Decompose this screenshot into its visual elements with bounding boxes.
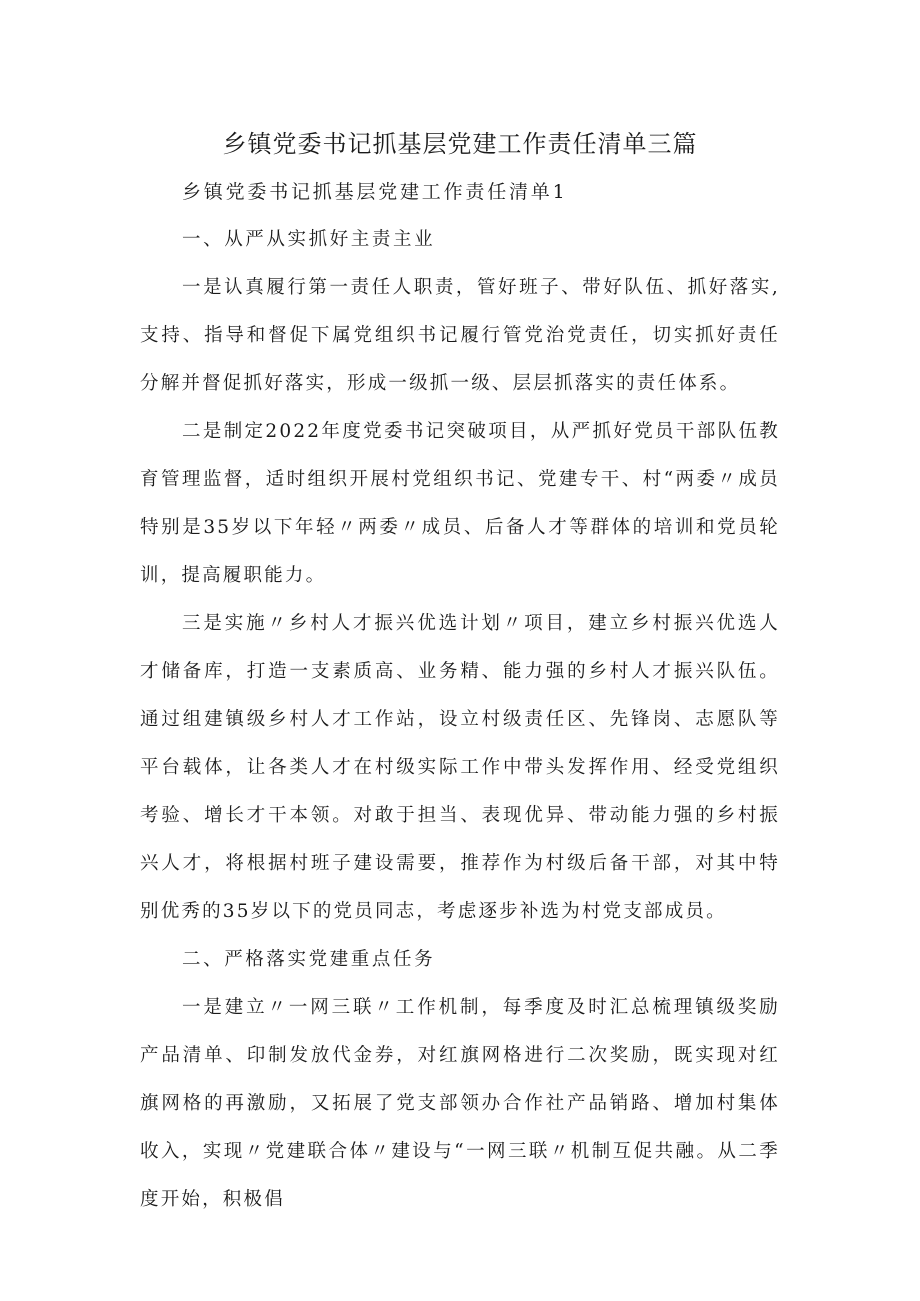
document-subtitle: 乡镇党委书记抓基层党建工作责任清单1 xyxy=(182,181,568,203)
document-body xyxy=(140,168,780,1224)
paragraph: 二是制定2022年度党委书记突破项目，从严抓好党员干部队伍教育管理监督，适时组织开展村党组织书记、党建专干、村“两委〃成员特别是35岁以下年轻〃两委〃成员、后备人才等群体的培训和党员轮训，提高履职能力。 xyxy=(140,421,780,586)
document-title: 乡镇党委书记抓基层党建工作责任清单三篇 xyxy=(222,130,698,158)
section-heading: 二、严格落实党建重点任务 xyxy=(182,949,436,970)
section-heading: 一、从严从实抓好主责主业 xyxy=(182,229,436,250)
paragraph: 一是认真履行第一责任人职责，管好班子、带好队伍、抓好落实,支持、指导和督促下属党组织书记履行管党治党责任，切实抓好责任分解并督促抓好落实，形成一级抓一级、层层抓落实的责任体系。 xyxy=(140,277,780,394)
paragraph: 三是实施〃乡村人才振兴优选计划〃项目，建立乡村振兴优选人才储备库，打造一支素质高、业务精、能力强的乡村人才振兴队伍。通过组建镇级乡村人才工作站，设立村级责任区、先锋岗、志愿队等平台载体，让各类人才在村级实际工作中带头发挥作用、经受党组织考验、增长才干本领。对敢于担当、表现优异、带动能力强的乡村振兴人才，将根据村班子建设需要，推荐作为村级后备干部，对其中特别优秀的35岁以下的党员同志，考虑逐步补选为村党支部成员。 xyxy=(140,613,780,922)
paragraph: 一是建立〃一网三联〃工作机制，每季度及时汇总梳理镇级奖励产品清单、印制发放代金券，对红旗网格进行二次奖励，既实现对红旗网格的再激励，又拓展了党支部领办合作社产品销路、增加村集体收入，实现〃党建联合体〃建设与“一网三联〃机制互促共融。从二季度开始，积极倡 xyxy=(140,997,780,1210)
